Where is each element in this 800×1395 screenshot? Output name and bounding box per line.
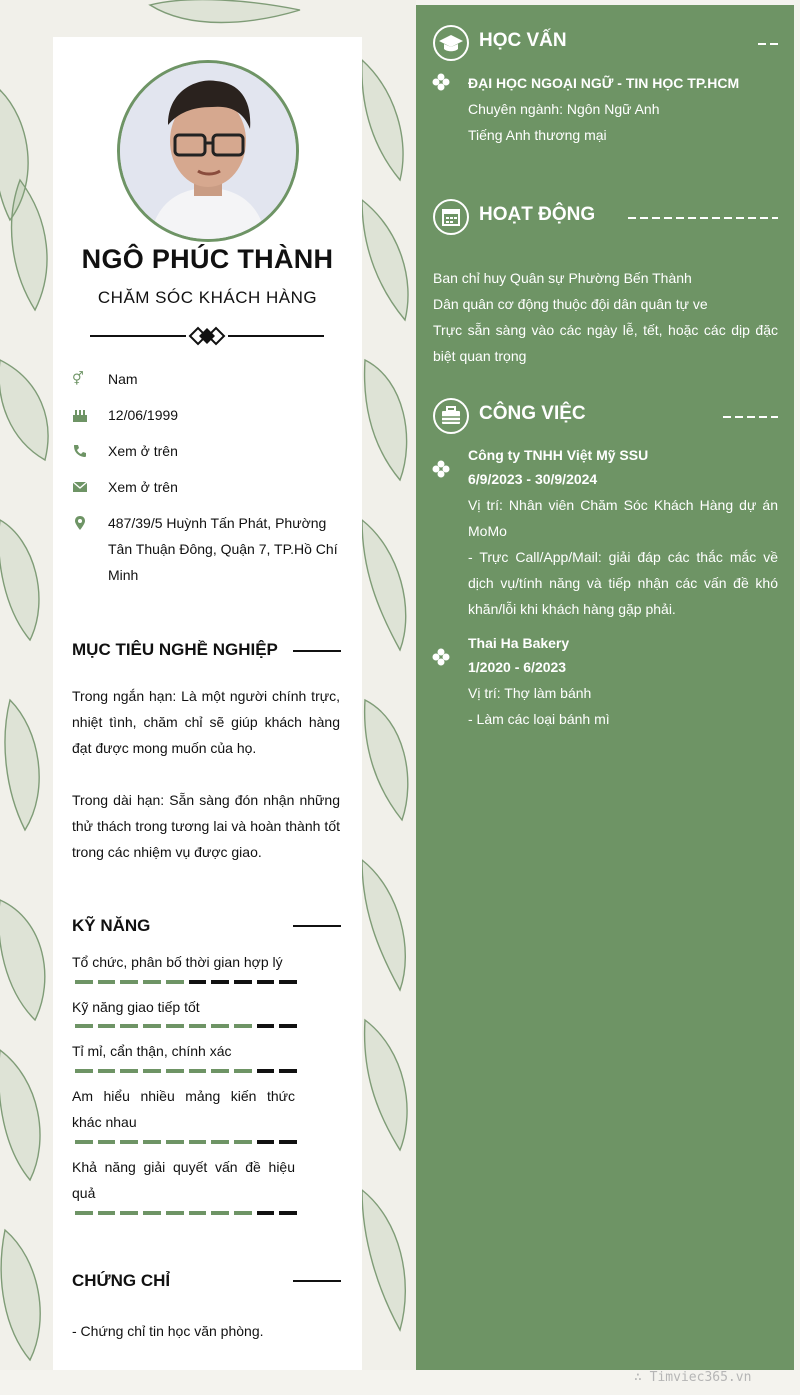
calendar-icon bbox=[433, 199, 469, 235]
skill-segment-filled bbox=[75, 1211, 93, 1215]
education-school: ĐẠI HỌC NGOẠI NGỮ - TIN HỌC TP.HCM bbox=[468, 75, 740, 91]
job-company: Công ty TNHH Việt Mỹ SSU bbox=[468, 447, 649, 463]
skill-segment-filled bbox=[211, 1024, 229, 1028]
skill-segment-filled bbox=[234, 1069, 252, 1073]
education-title: HỌC VẤN bbox=[479, 30, 567, 51]
skill-segment-empty bbox=[279, 1211, 297, 1215]
skill-segment-filled bbox=[211, 1211, 229, 1215]
birthday-text: 12/06/1999 bbox=[108, 407, 179, 423]
skill-segment-filled bbox=[120, 980, 138, 984]
skill-level-bar bbox=[75, 980, 297, 984]
skill-level-bar bbox=[75, 1024, 297, 1028]
job-period: 1/2020 - 6/2023 bbox=[468, 659, 567, 675]
skill-segment-filled bbox=[189, 1140, 207, 1144]
skill-segment-filled bbox=[166, 1140, 184, 1144]
info-gender bbox=[72, 366, 342, 392]
person-photo-icon bbox=[120, 63, 296, 239]
skill-segment-empty bbox=[257, 1140, 275, 1144]
skill-segment-filled bbox=[234, 1024, 252, 1028]
skill-segment-filled bbox=[143, 1140, 161, 1144]
info-address bbox=[72, 510, 342, 588]
skill-segment-filled bbox=[98, 1024, 116, 1028]
job-position: Vị trí: Thợ làm bánh bbox=[468, 685, 592, 701]
activities-title: HOẠT ĐỘNG bbox=[479, 204, 596, 225]
skill-name: Kỹ năng giao tiếp tốt bbox=[72, 999, 200, 1015]
skill-name: Tỉ mỉ, cẩn thận, chính xác bbox=[72, 1043, 232, 1059]
job-position: Vị trí: Nhân viên Chăm Sóc Khách Hàng dự án MoMo bbox=[468, 497, 778, 539]
avatar bbox=[117, 60, 299, 242]
skill-segment-filled bbox=[143, 1211, 161, 1215]
skill-segment-filled bbox=[143, 1069, 161, 1073]
job-description: - Trực Call/App/Mail: giải đáp các thắc mắc về dịch vụ/tính năng và tiếp nhận các vấn đề khó khăn/lỗi khi khách hàng gặp phải. bbox=[468, 549, 778, 617]
watermark: ∴ Timviec365.vn bbox=[634, 1370, 752, 1385]
skill-segment-empty bbox=[211, 980, 229, 984]
skill-segment-filled bbox=[98, 1069, 116, 1073]
address-text: 487/39/5 Huỳnh Tấn Phát, Phường Tân Thuận Đông, Quận 7, TP.Hồ Chí Minh bbox=[108, 515, 338, 583]
skill-segment-filled bbox=[211, 1140, 229, 1144]
skill-segment-filled bbox=[166, 1069, 184, 1073]
skill-segment-filled bbox=[166, 980, 184, 984]
education-detail: Tiếng Anh thương mại bbox=[468, 127, 607, 143]
skill-segment-filled bbox=[98, 1211, 116, 1215]
activities-heading bbox=[433, 199, 778, 235]
activity-item: Trực sẵn sàng vào các ngày lễ, tết, hoặc các dịp đặc biệt quan trọng bbox=[433, 322, 778, 364]
skill-level-bar bbox=[75, 1069, 297, 1073]
skill-segment-empty bbox=[257, 1211, 275, 1215]
skill-segment-filled bbox=[75, 1140, 93, 1144]
work-heading bbox=[433, 398, 778, 434]
envelope-icon bbox=[72, 479, 88, 495]
skill-segment-empty bbox=[257, 1024, 275, 1028]
email-text: Xem ở trên bbox=[108, 479, 178, 495]
skill-segment-filled bbox=[143, 980, 161, 984]
work-title: CÔNG VIỆC bbox=[479, 403, 586, 424]
skill-segment-filled bbox=[234, 1211, 252, 1215]
skills-heading: KỸ NĂNG bbox=[72, 916, 151, 935]
flower-bullet-icon bbox=[432, 648, 450, 666]
skill-segment-empty bbox=[279, 1140, 297, 1144]
activity-item: Ban chỉ huy Quân sự Phường Bến Thành bbox=[433, 270, 692, 286]
skill-segment-filled bbox=[234, 1140, 252, 1144]
skill-segment-empty bbox=[189, 980, 207, 984]
skill-level-bar bbox=[75, 1211, 297, 1215]
objective-heading: MỤC TIÊU NGHỀ NGHIỆP bbox=[72, 640, 278, 659]
skill-level-bar bbox=[75, 1140, 297, 1144]
skill-segment-filled bbox=[189, 1024, 207, 1028]
skill-segment-filled bbox=[166, 1211, 184, 1215]
education-major: Chuyên ngành: Ngôn Ngữ Anh bbox=[468, 101, 660, 117]
job-description: - Làm các loại bánh mì bbox=[468, 711, 610, 727]
skill-segment-filled bbox=[120, 1211, 138, 1215]
skill-segment-empty bbox=[279, 1024, 297, 1028]
info-phone bbox=[72, 438, 342, 464]
job-period: 6/9/2023 - 30/9/2024 bbox=[468, 471, 598, 487]
flower-bullet-icon bbox=[432, 73, 450, 91]
activity-item: Dân quân cơ động thuộc đội dân quân tự ve bbox=[433, 296, 708, 312]
phone-icon bbox=[72, 443, 88, 459]
skill-segment-empty bbox=[257, 1069, 275, 1073]
skill-segment-filled bbox=[189, 1211, 207, 1215]
skill-segment-filled bbox=[211, 1069, 229, 1073]
skill-name: Khả năng giải quyết vấn đề hiệu quả bbox=[72, 1159, 295, 1201]
birthday-cake-icon bbox=[72, 407, 88, 423]
skill-segment-empty bbox=[257, 980, 275, 984]
heading-dash-line bbox=[758, 43, 778, 45]
skill-segment-filled bbox=[98, 1140, 116, 1144]
flower-bullet-icon bbox=[432, 460, 450, 478]
skill-segment-filled bbox=[75, 1024, 93, 1028]
info-birthday bbox=[72, 402, 342, 428]
map-marker-icon bbox=[72, 515, 88, 531]
skill-segment-filled bbox=[143, 1024, 161, 1028]
skill-segment-filled bbox=[189, 1069, 207, 1073]
skill-segment-filled bbox=[98, 980, 116, 984]
skill-segment-filled bbox=[166, 1024, 184, 1028]
objective-heading-line bbox=[293, 650, 341, 652]
skill-segment-empty bbox=[279, 980, 297, 984]
info-email bbox=[72, 474, 342, 500]
skill-segment-empty bbox=[279, 1069, 297, 1073]
skill-segment-filled bbox=[75, 1069, 93, 1073]
right-panel bbox=[416, 5, 794, 1370]
skill-name: Am hiểu nhiều mảng kiến thức khác nhau bbox=[72, 1088, 295, 1130]
education-heading bbox=[433, 25, 778, 61]
heading-dash-line bbox=[628, 217, 778, 219]
job-title: CHĂM SÓC KHÁCH HÀNG bbox=[97, 288, 318, 307]
phone-text: Xem ở trên bbox=[108, 443, 178, 459]
gender-text: Nam bbox=[108, 371, 138, 387]
objective-short-term: Trong ngắn hạn: Là một người chính trực, nhiệt tình, chăm chỉ sẽ giúp khách hàng đạt được mong muốn của họ. bbox=[72, 688, 340, 756]
skills-heading-line bbox=[293, 925, 341, 927]
certificates-heading-line bbox=[293, 1280, 341, 1282]
certificates-heading: CHỨNG CHỈ bbox=[72, 1271, 171, 1290]
job-company: Thai Ha Bakery bbox=[468, 635, 570, 651]
skill-segment-empty bbox=[234, 980, 252, 984]
certificate-item: - Chứng chỉ tin học văn phòng. bbox=[72, 1323, 264, 1339]
heading-dash-line bbox=[723, 416, 778, 418]
skill-segment-filled bbox=[75, 980, 93, 984]
skill-segment-filled bbox=[120, 1140, 138, 1144]
objective-long-term: Trong dài hạn: Sẵn sàng đón nhận những thử thách trong tương lai và hoàn thành tốt trong các nhiệm vụ được giao. bbox=[72, 792, 340, 860]
skill-segment-filled bbox=[120, 1069, 138, 1073]
skill-name: Tổ chức, phân bố thời gian hợp lý bbox=[72, 954, 283, 970]
graduation-cap-icon bbox=[433, 25, 469, 61]
title-divider bbox=[90, 326, 324, 346]
gender-icon: ⚥ bbox=[72, 371, 84, 386]
skill-segment-filled bbox=[120, 1024, 138, 1028]
full-name: NGÔ PHÚC THÀNH bbox=[81, 244, 334, 274]
briefcase-icon bbox=[433, 398, 469, 434]
